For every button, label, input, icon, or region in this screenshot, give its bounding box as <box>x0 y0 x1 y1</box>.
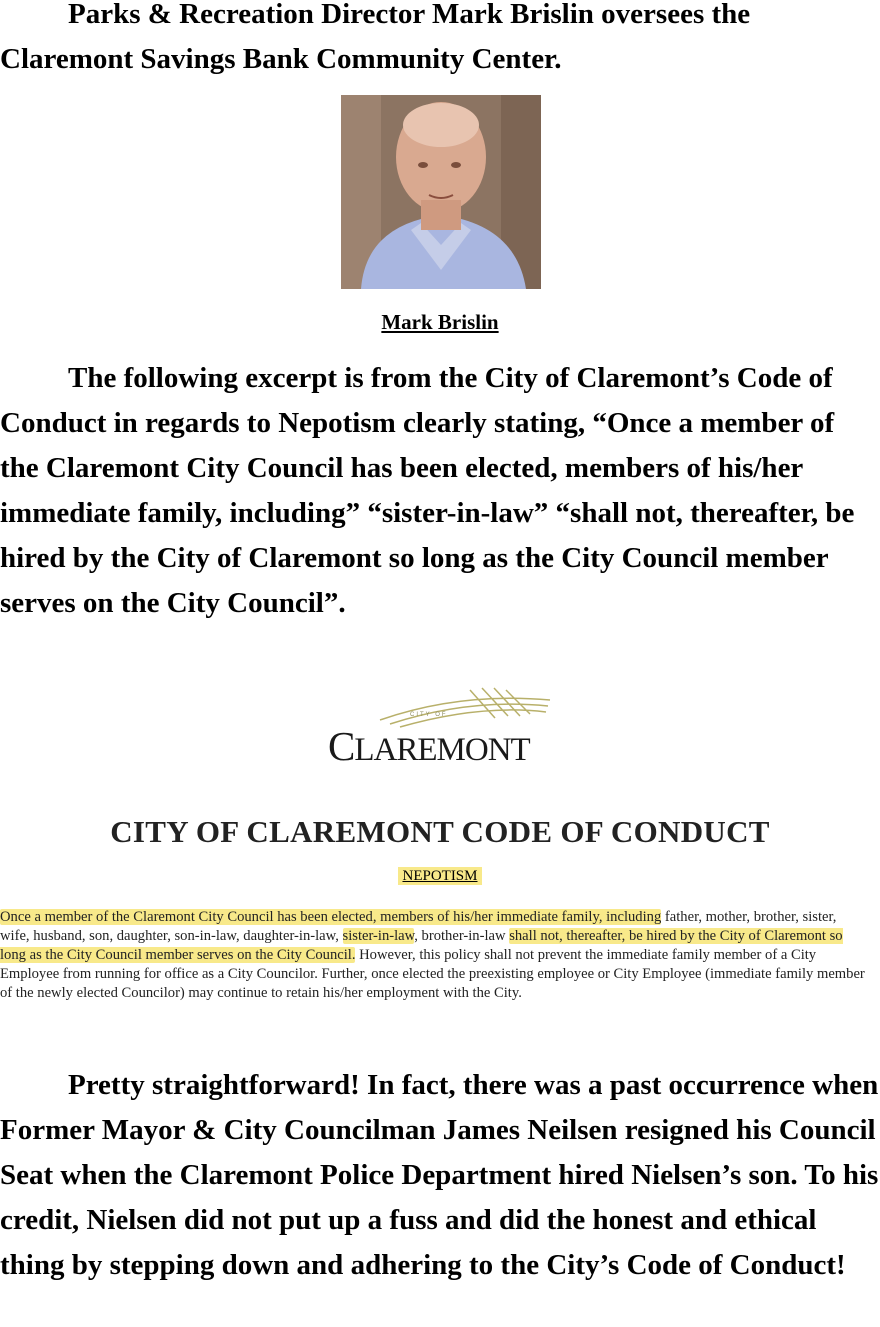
code-of-conduct-title: CITY OF CLAREMONT CODE OF CONDUCT <box>110 814 770 849</box>
policy-family-list: father, mother, brother, sister, wife, husband, son, daughter, son-in-law, daughter-in-law, <box>0 909 837 944</box>
logo-city-of-text: CITY OF <box>410 712 448 718</box>
intro-paragraph: Parks & Recreation Director Mark Brislin oversees the Claremont Savings Bank Community Center. <box>0 0 751 75</box>
logo-wordmark <box>328 722 530 770</box>
nepotism-policy-text <box>0 908 868 1003</box>
nepotism-label: NEPOTISM <box>398 867 481 885</box>
closing-paragraph: Pretty straightforward! In fact, there was a past occurrence when Former Mayor & City Councilman James Neilsen resigned his Council Seat when the Claremont Police Department hired Nielsen’s son. To his credit, Nielsen did not put up a fuss and did the honest and ethical thing by stepping down and adhering to the City’s Code of Conduct! <box>0 1069 879 1281</box>
photo-caption: Mark Brislin <box>381 310 499 334</box>
policy-brother-in-law: , brother-in-law <box>414 928 510 944</box>
policy-remainder: However, this policy shall not prevent the immediate family member of a City Employee from running for office as a City Councilor. Further, once elected the preexisting employee or City Employee (immediate family member of the newly elected Councilor) may continue to retain his/her employment with the City. <box>0 947 865 1001</box>
excerpt-paragraph: The following excerpt is from the City of Claremont’s Code of Conduct in regards to Nepotism clearly stating, “Once a member of the Claremont City Council has been elected, members of his/her immediate family, including” “sister-in-law” “shall not, thereafter, be hired by the City of Claremont so long as the City Council member serves on the City Council”. <box>0 362 855 619</box>
policy-highlight-sister-in-law: sister-in-law <box>342 928 415 944</box>
policy-highlight-shall-not: shall not, thereafter, be hired by the City of Claremont so long as the City Council member serves on the City Council. <box>0 928 843 963</box>
nepotism-heading <box>0 868 880 885</box>
policy-highlight-1: Once a member of the Claremont City Council has been elected, members of his/her immediate family, including <box>0 909 662 925</box>
logo-rest: LAREMONT <box>354 732 530 768</box>
mark-brislin-photo <box>341 95 541 289</box>
logo-initial: C <box>328 723 355 769</box>
